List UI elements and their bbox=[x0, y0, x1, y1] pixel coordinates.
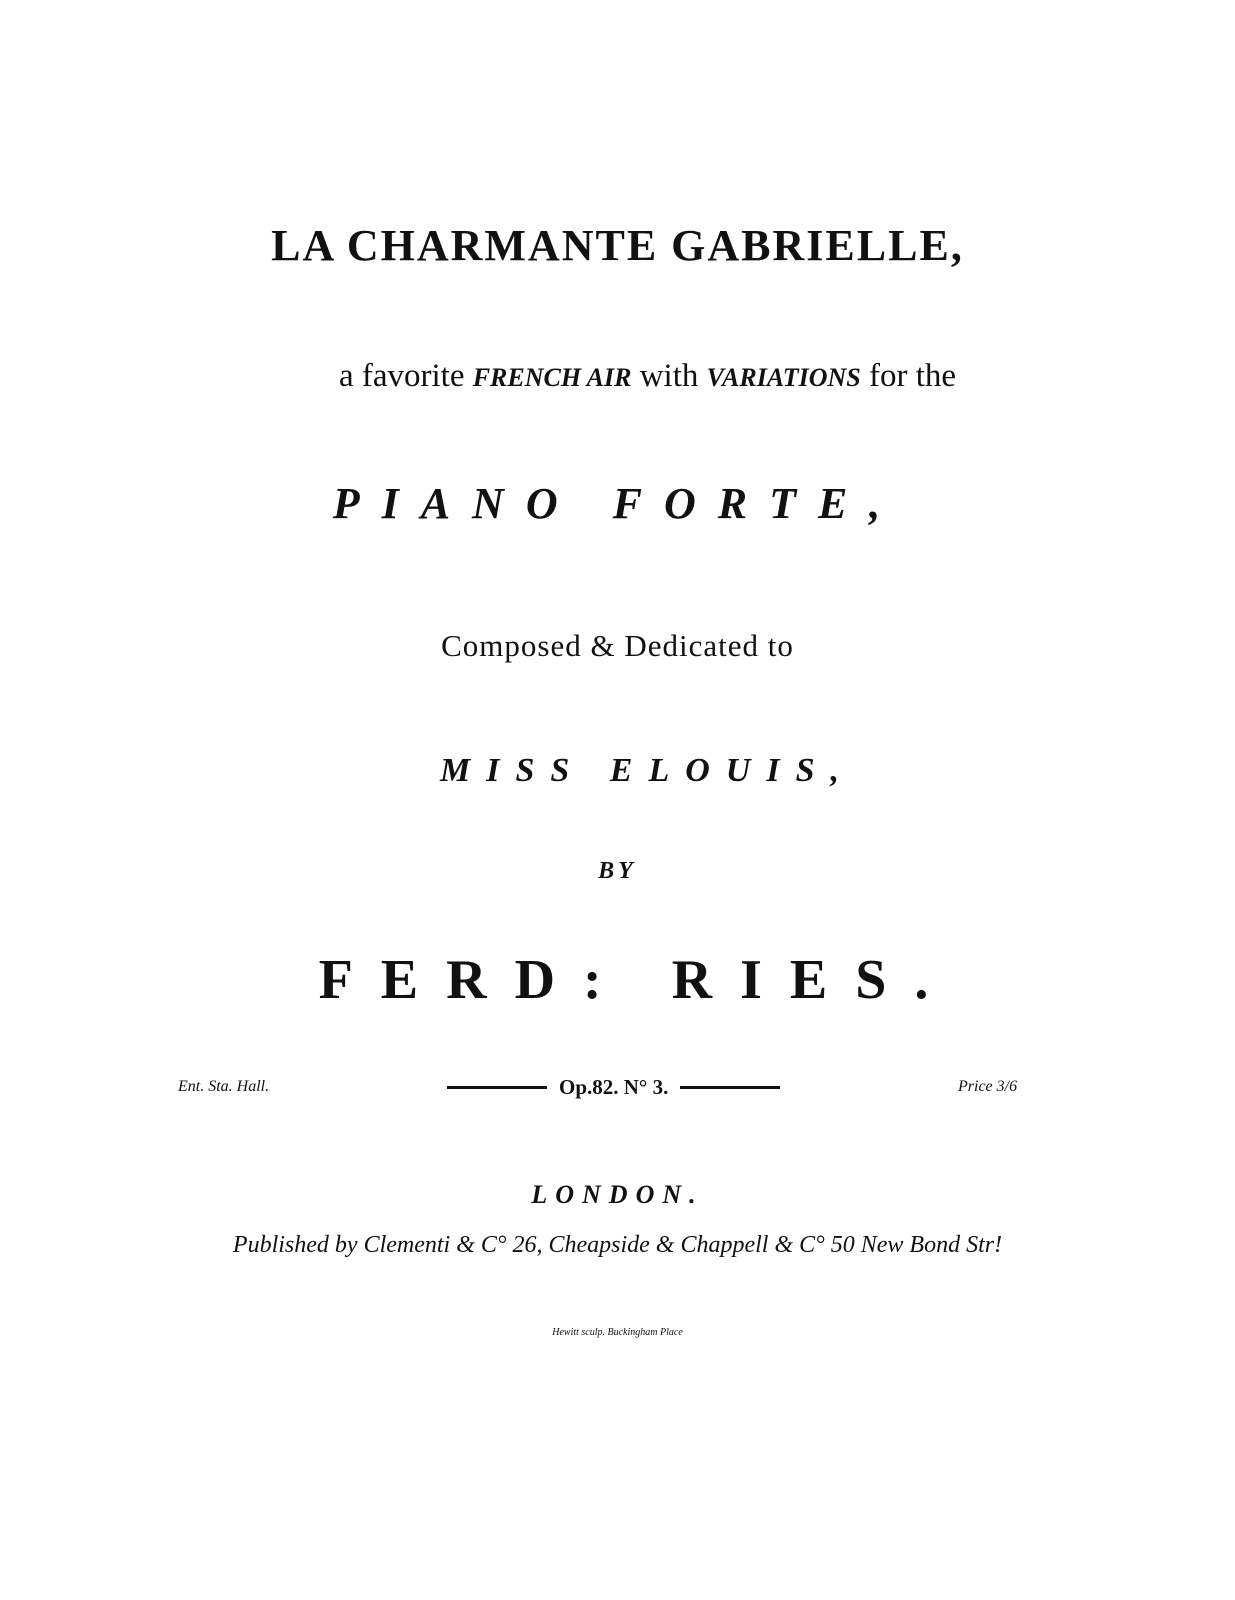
opus-number: Op.82. N° 3. bbox=[559, 1075, 669, 1099]
subtitle-emphasis: VARIATIONS bbox=[706, 363, 861, 392]
title: LA CHARMANTE GABRIELLE, bbox=[271, 221, 964, 270]
dedication-line: Composed & Dedicated to bbox=[441, 628, 794, 663]
subtitle-text: a favorite bbox=[338, 358, 465, 394]
composer: FERD: RIES. bbox=[318, 949, 957, 1011]
by-label: BY bbox=[598, 858, 637, 884]
dedicatee: MISS ELOUIS, bbox=[440, 752, 855, 789]
entered-at-stationers-hall: Ent. Sta. Hall. bbox=[178, 1078, 270, 1095]
publisher: Published by Clementi & C° 26, Cheapside & Chappell & C° 50 New Bond Str! bbox=[232, 1232, 1003, 1258]
price: Price 3/6 bbox=[958, 1078, 1018, 1095]
divider bbox=[680, 1086, 780, 1089]
subtitle-emphasis: FRENCH AIR bbox=[472, 363, 632, 392]
divider bbox=[447, 1086, 547, 1089]
subtitle bbox=[0, 358, 1235, 395]
city: LONDON. bbox=[531, 1180, 704, 1209]
engraver: Hewitt sculp. Buckingham Place bbox=[552, 1327, 683, 1338]
opus-line bbox=[447, 1075, 780, 1100]
subtitle-text: with bbox=[639, 358, 699, 394]
instrument: PIANO FORTE, bbox=[332, 479, 903, 528]
subtitle-text: for the bbox=[869, 358, 957, 394]
